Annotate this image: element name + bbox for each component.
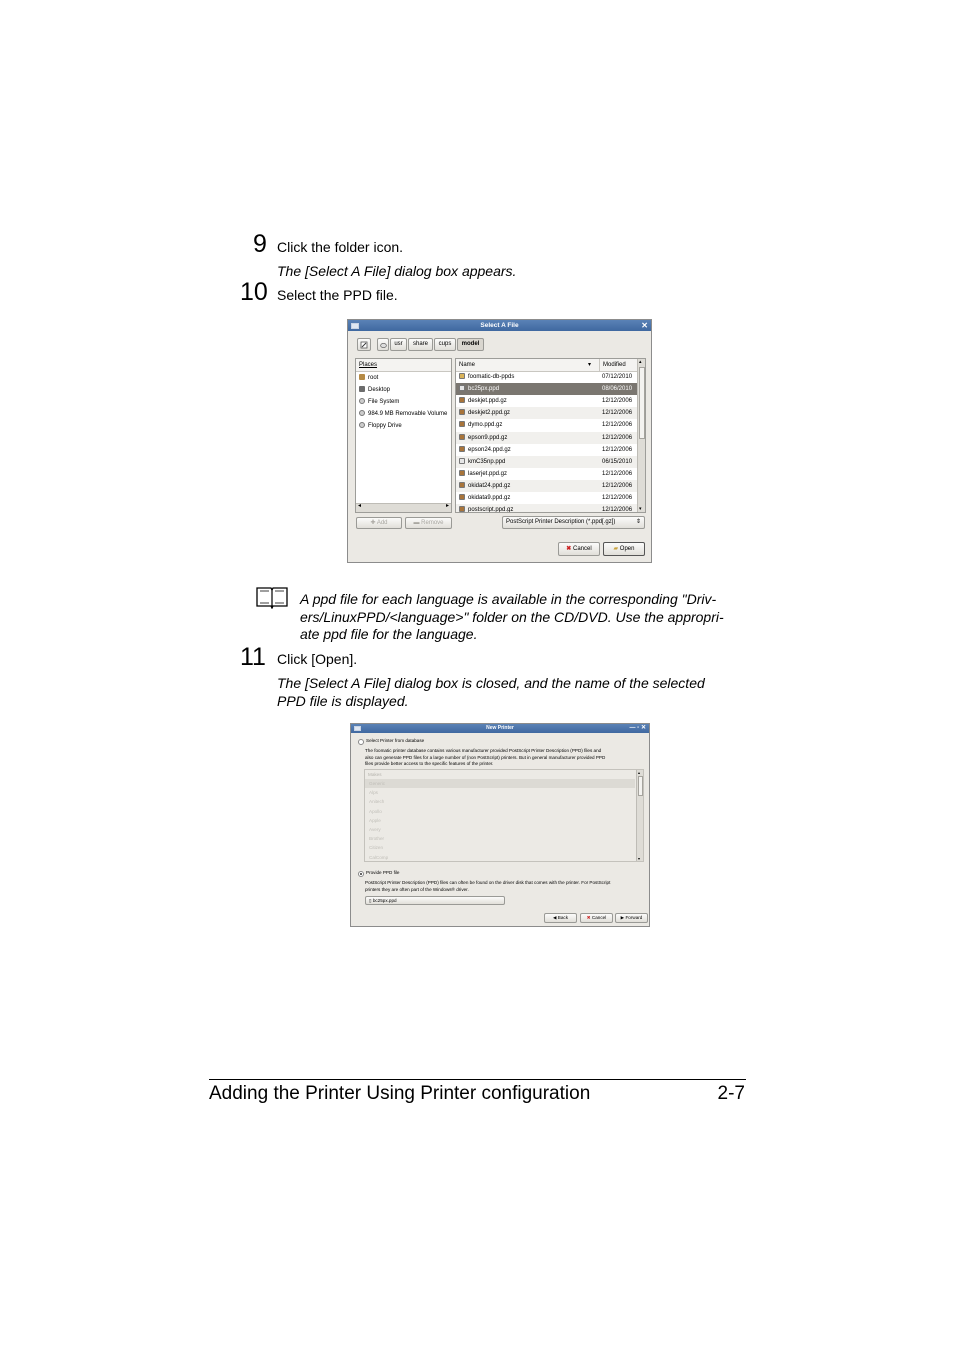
book-icon (255, 585, 289, 609)
archive-icon (459, 434, 465, 440)
scroll-down-icon[interactable]: ▾ (638, 856, 641, 861)
add-icon: ✚ (370, 520, 377, 526)
pencil-icon (360, 341, 368, 349)
provide-ppd-label: Provide PPD file (366, 870, 400, 875)
file-row[interactable] (456, 456, 637, 468)
file-row[interactable] (456, 432, 637, 444)
new-printer-dialog (350, 723, 650, 927)
database-desc-line: files provide better access to the specific features of the printer. (365, 761, 494, 766)
scroll-up-icon[interactable]: ▴ (639, 359, 642, 365)
path-model-button[interactable]: model (457, 338, 484, 351)
dialog-titlebar (348, 320, 651, 331)
drive-icon (359, 410, 365, 416)
file-name: bc25px.ppd (468, 386, 500, 393)
file-row[interactable] (456, 468, 637, 480)
make-list-item[interactable]: Anitech (369, 799, 385, 805)
make-list-item[interactable]: Brother (369, 836, 385, 842)
scroll-left-icon[interactable]: ◂ (358, 503, 362, 509)
ppd-desc-line: printers they are often part of the Windows® driver. (365, 886, 469, 892)
places-header[interactable] (356, 359, 451, 372)
place-removable-volume[interactable] (359, 408, 452, 420)
path-share-button[interactable]: share (408, 338, 433, 351)
file-icon: ▯ (369, 898, 372, 903)
make-list-item[interactable]: Generic (365, 779, 635, 788)
footer-title: Adding the Printer Using Printer configuration (209, 1083, 591, 1104)
file-name: kmC35np.ppd (468, 458, 506, 465)
file-name: okidat24.ppd.gz (468, 482, 511, 489)
ppd-file-chooser-button[interactable] (365, 896, 505, 905)
file-row[interactable] (456, 419, 637, 431)
file-modified: 12/12/2006 (602, 398, 633, 405)
select-from-database-radio[interactable] (358, 739, 364, 745)
step-9-result: The [Select A File] dialog box appears. (277, 263, 517, 279)
updown-icon: ⇕ (635, 519, 641, 525)
file-modified: 12/12/2006 (602, 495, 633, 501)
file-name: foomatic-db-ppds (468, 374, 515, 380)
file-modified: 07/12/2010 (602, 374, 633, 380)
files-pane (455, 358, 646, 513)
document-icon (459, 385, 465, 391)
step-11-instruction: Click [Open]. (277, 651, 358, 667)
dialog-title: Select A File (480, 322, 519, 329)
file-modified: 08/06/2010 (602, 386, 633, 393)
archive-icon (459, 421, 465, 427)
archive-icon (459, 446, 465, 452)
make-list-item[interactable]: Avery (369, 827, 381, 832)
makes-rows (365, 779, 635, 861)
make-list-item[interactable]: Apollo (369, 808, 382, 814)
file-name: postscript.ppd.gz (468, 507, 514, 512)
make-list-item[interactable]: Apple (369, 817, 381, 823)
places-pane (355, 358, 452, 513)
places-horizontal-scrollbar[interactable] (356, 503, 451, 512)
scroll-down-icon[interactable]: ▾ (639, 506, 642, 512)
file-modified: 12/12/2006 (602, 507, 633, 512)
add-button[interactable] (356, 517, 402, 529)
window-controls[interactable]: — ▫ ✕ (629, 725, 646, 731)
database-desc-line: also can generate PPD files for a large number of (non PostScript) printers. But in general manufacturer provided PPD (365, 754, 606, 760)
step-11-result-line1: The [Select A File] dialog box is closed, and the name of the selected (277, 675, 705, 691)
folder-icon (459, 373, 465, 379)
drive-icon (359, 398, 365, 404)
file-row[interactable] (456, 492, 637, 504)
files-vertical-scrollbar[interactable] (637, 359, 645, 512)
file-modified: 12/12/2006 (602, 446, 633, 453)
back-button[interactable] (544, 913, 577, 923)
select-file-dialog (347, 319, 652, 563)
file-modified: 12/12/2006 (602, 434, 633, 441)
file-row[interactable] (456, 395, 637, 407)
file-row[interactable] (456, 504, 637, 512)
file-row[interactable] (456, 407, 637, 419)
place-label: Floppy Drive (368, 423, 402, 429)
note-line: ate ppd file for the language. (300, 626, 478, 642)
step-number-11: 11 (240, 643, 266, 671)
makes-list (364, 769, 644, 862)
dialog-title: New Printer (486, 725, 514, 731)
remove-label: Remove (421, 520, 444, 526)
cancel-label: Cancel (573, 546, 592, 552)
make-list-item[interactable]: Alps (369, 790, 378, 796)
file-modified: 12/12/2006 (602, 422, 633, 429)
provide-ppd-radio[interactable] (358, 871, 364, 877)
path-root-button[interactable] (377, 338, 389, 351)
window-menu-icon[interactable] (351, 323, 359, 329)
archive-icon (459, 482, 465, 488)
archive-icon (459, 494, 465, 500)
file-modified: 12/12/2006 (602, 410, 633, 417)
file-name: deskjet.ppd.gz (468, 398, 507, 405)
sort-down-icon: ▾ (588, 362, 592, 368)
place-label: 984.9 MB Removable Volume (368, 411, 448, 417)
path-cups-button[interactable]: cups (434, 338, 456, 351)
file-row[interactable] (456, 383, 637, 395)
file-name: dymo.ppd.gz (468, 422, 503, 429)
cancel-button[interactable] (558, 542, 600, 556)
file-list (456, 371, 637, 512)
place-desktop[interactable] (359, 384, 390, 396)
scroll-up-icon[interactable]: ▴ (638, 770, 641, 775)
drive-icon (380, 342, 387, 349)
places-header-label: Places (359, 362, 378, 368)
file-modified: 06/15/2010 (602, 458, 633, 465)
file-modified: 12/12/2006 (602, 482, 633, 489)
folder-open-icon: ▰ (613, 546, 619, 552)
add-label: Add (376, 520, 388, 526)
archive-icon (459, 409, 465, 415)
makes-header[interactable]: Makes (365, 770, 635, 780)
desktop-icon (359, 386, 365, 392)
make-list-item[interactable]: Citizen (369, 845, 384, 851)
back-arrow-icon: ◀ (552, 915, 557, 920)
remove-button[interactable] (405, 517, 452, 529)
edit-location-button[interactable] (357, 338, 371, 351)
dialog-titlebar (351, 724, 649, 733)
ppd-desc-line: PostScript Printer Description (PPD) files can often be found on the driver disk that comes with the printer. For PostScript (365, 880, 611, 885)
archive-icon (459, 470, 465, 476)
place-file-system[interactable] (359, 396, 399, 408)
forward-label: Forward (625, 915, 643, 920)
archive-icon (459, 506, 465, 512)
cancel-button[interactable] (580, 913, 613, 923)
place-root[interactable] (359, 372, 378, 384)
makes-vertical-scrollbar[interactable] (636, 770, 643, 861)
filter-value: PostScript Printer Description (*.ppd[.gz]) (506, 519, 616, 525)
modified-column-header[interactable]: Modified (599, 359, 626, 371)
cancel-icon: ✖ (586, 915, 591, 920)
forward-arrow-icon: ▶ (620, 915, 625, 920)
note-line: A ppd file for each language is available in the corresponding "Driv- (300, 591, 717, 607)
scrollbar-thumb[interactable] (639, 367, 645, 439)
place-label: File System (368, 399, 400, 405)
step-9-instruction: Click the folder icon. (277, 239, 404, 255)
step-number-9: 9 (253, 230, 267, 258)
scroll-right-icon[interactable]: ▸ (445, 503, 449, 509)
make-list-item[interactable]: CalComp (369, 854, 389, 860)
path-usr-button[interactable]: usr (390, 338, 407, 351)
cancel-icon: ✖ (566, 546, 572, 552)
footer-rule (209, 1079, 746, 1080)
file-name: okidata9.ppd.gz (468, 495, 511, 501)
file-row[interactable] (456, 444, 637, 456)
name-column-header[interactable]: Name (459, 362, 476, 368)
place-label: Desktop (368, 387, 391, 393)
cancel-label: Cancel (591, 915, 607, 920)
file-name: laserjet.ppd.gz (468, 470, 508, 477)
window-menu-icon[interactable] (354, 726, 361, 731)
home-icon (359, 374, 365, 380)
forward-button[interactable] (615, 913, 648, 923)
select-from-database-label: Select Printer from database (366, 738, 425, 743)
note-line: ers/LinuxPPD/<language>" folder on the CD/DVD. Use the appropri- (300, 608, 724, 625)
file-row[interactable] (456, 371, 637, 383)
page-number: 2-7 (717, 1083, 745, 1104)
note-text (300, 591, 750, 644)
ppd-file-name: bc25px.ppd (372, 898, 397, 903)
file-type-filter-select[interactable] (502, 516, 645, 529)
open-button[interactable] (603, 542, 645, 556)
step-11-result-line2: PPD file is displayed. (277, 693, 409, 709)
file-name: deskjet2.ppd.gz (468, 410, 511, 417)
file-modified: 12/12/2006 (602, 470, 633, 477)
step-10-instruction: Select the PPD file. (277, 287, 398, 303)
close-icon[interactable]: ✕ (641, 321, 648, 330)
archive-icon (459, 397, 465, 403)
file-name: epson9.ppd.gz (468, 434, 508, 441)
step-number-10: 10 (240, 278, 268, 306)
floppy-icon (359, 422, 365, 428)
place-label: root (368, 375, 379, 381)
document-icon (459, 458, 465, 464)
database-desc-line: The foomatic printer database contains various manufacturer provided PostScript Printer Description (PPD) files and (365, 748, 602, 753)
open-label: Open (619, 546, 635, 552)
back-label: Back (557, 915, 569, 920)
radio-dot (360, 873, 362, 875)
remove-icon: ▬ (413, 520, 422, 526)
scrollbar-thumb[interactable] (638, 776, 643, 796)
file-name: epson24.ppd.gz (468, 446, 511, 453)
file-row[interactable] (456, 480, 637, 492)
place-floppy-drive[interactable] (359, 420, 402, 432)
